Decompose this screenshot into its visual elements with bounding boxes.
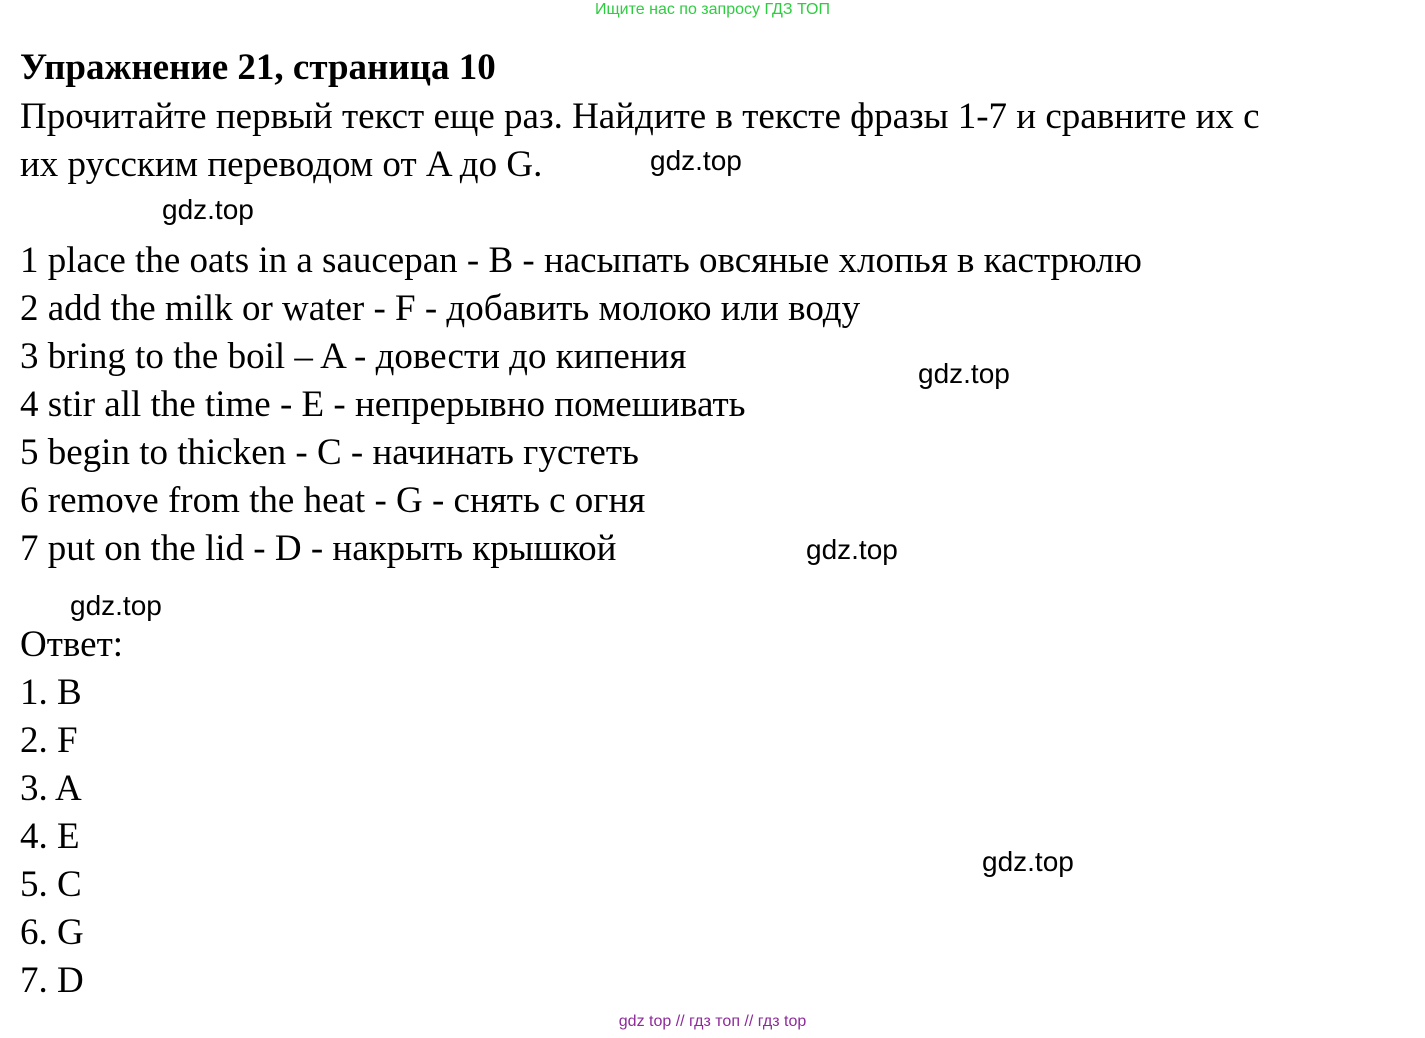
phrase-line: 2 add the milk or water - F - добавить молоко или воду (20, 288, 861, 329)
footer-watermark: gdz top // гдз топ // гдз top (618, 1013, 807, 1030)
phrase-line: 1 place the oats in a saucepan - B - насыпать овсяные хлопья в кастрюлю (20, 240, 1142, 281)
answer-label: Ответ: (20, 624, 124, 665)
watermark: gdz.top (806, 534, 898, 565)
answer-item: 2. F (20, 720, 78, 761)
watermark: gdz.top (650, 145, 742, 176)
phrase-line: 4 stir all the time - E - непрерывно помешивать (20, 384, 746, 425)
watermark: gdz.top (70, 590, 162, 621)
page-title: Упражнение 21, страница 10 (20, 47, 496, 88)
answer-item: 6. G (20, 912, 84, 953)
answer-item: 4. E (20, 816, 80, 857)
watermark: gdz.top (918, 358, 1010, 389)
answer-item: 3. A (20, 768, 82, 809)
phrase-line: 6 remove from the heat - G - снять с огня (20, 480, 646, 521)
answer-item: 5. C (20, 864, 82, 905)
phrase-line: 7 put on the lid - D - накрыть крышкой (20, 528, 617, 569)
answer-item: 1. B (20, 672, 82, 713)
watermark: gdz.top (162, 194, 254, 225)
instruction-line: их русским переводом от A до G. (20, 144, 543, 185)
phrase-line: 3 bring to the boil – A - довести до кипения (20, 336, 687, 377)
top-banner: Ищите нас по запросу ГДЗ ТОП (595, 1, 830, 18)
instruction-line: Прочитайте первый текст еще раз. Найдите в тексте фразы 1-7 и сравните их с (20, 96, 1260, 137)
watermark: gdz.top (982, 846, 1074, 877)
phrase-line: 5 begin to thicken - C - начинать густеть (20, 432, 639, 473)
answer-item: 7. D (20, 960, 84, 1001)
